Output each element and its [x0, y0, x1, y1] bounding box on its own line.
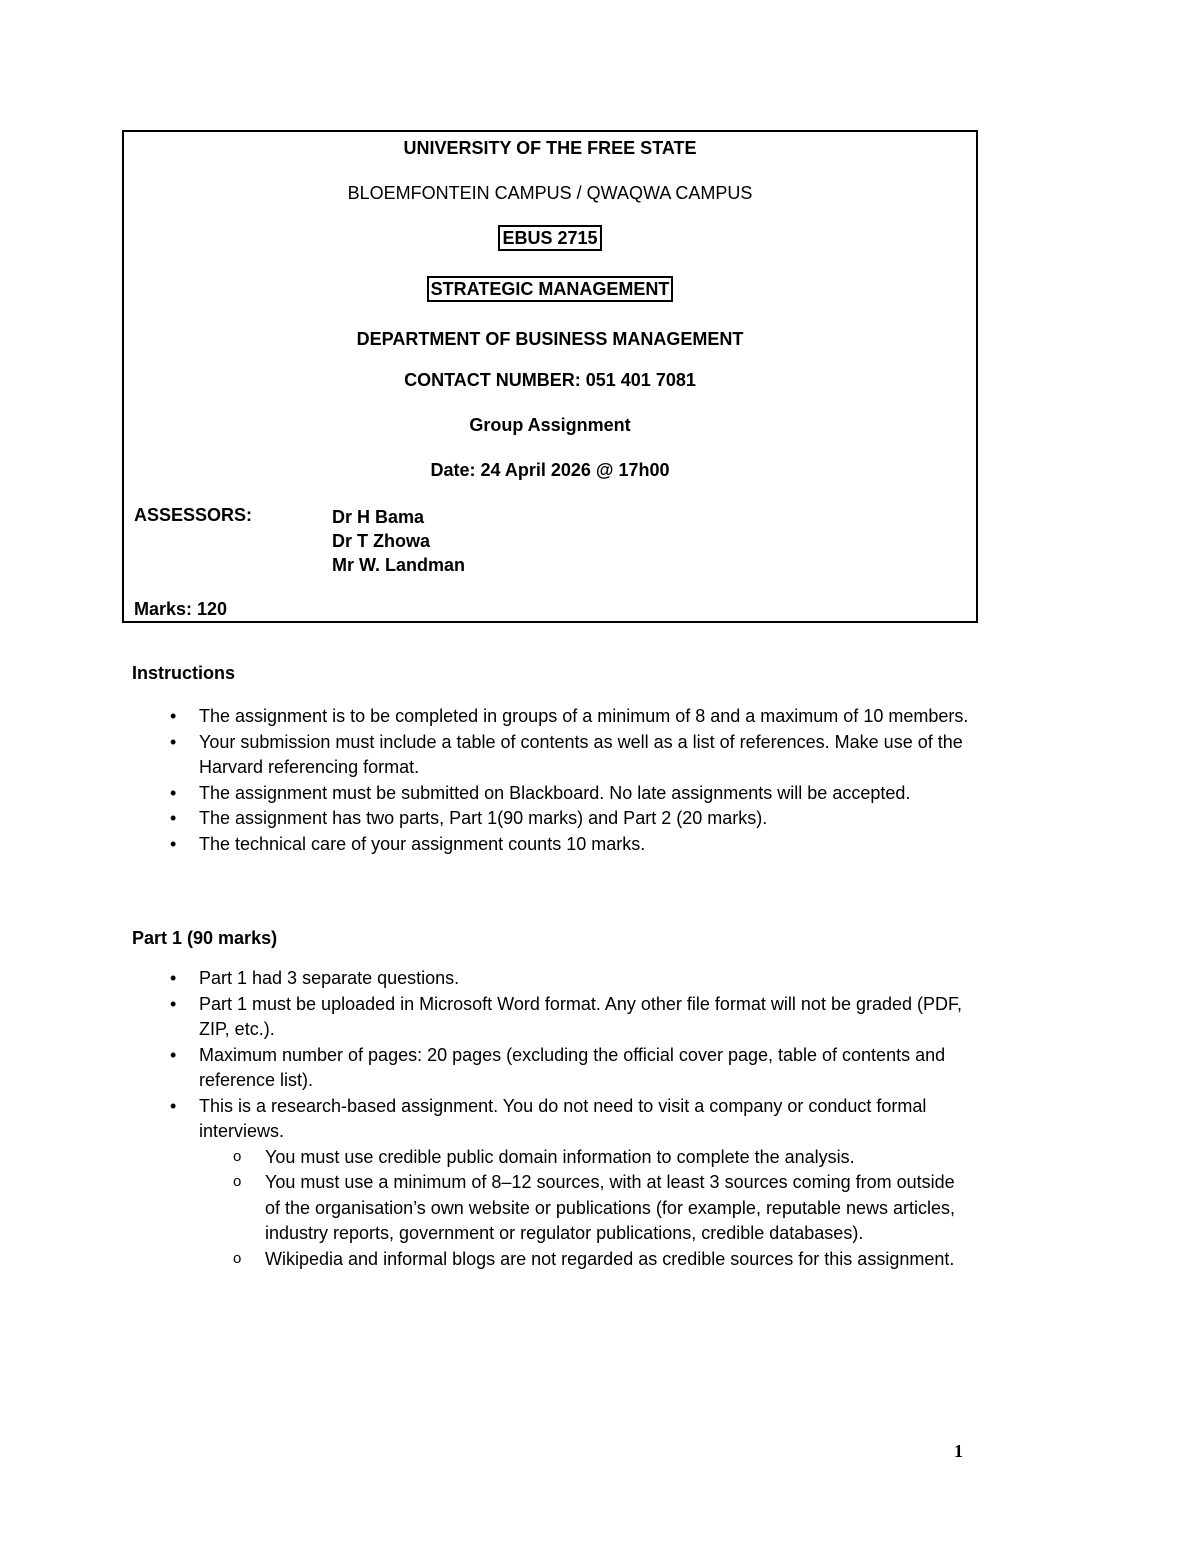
list-item: • The assignment is to be completed in groups of a minimum of 8 and a maximum of 10 members. [132, 704, 972, 730]
module-name-wrap [124, 276, 976, 302]
due-date: Date: 24 April 2026 @ 17h00 [430, 460, 670, 480]
list-item: • Maximum number of pages: 20 pages (excluding the official cover page, table of contents and reference list). [132, 1043, 972, 1094]
list-item: • The assignment must be submitted on Blackboard. No late assignments will be accepted. [132, 781, 972, 807]
assessors-label: ASSESSORS: [134, 505, 253, 525]
sub-list-item: o Wikipedia and informal blogs are not regarded as credible sources for this assignment. [132, 1247, 972, 1273]
list-item: • The technical care of your assignment counts 10 marks. [132, 832, 972, 858]
list-item: • The assignment has two parts, Part 1(90 marks) and Part 2 (20 marks). [132, 806, 972, 832]
sub-list-item: o You must use credible public domain information to complete the analysis. [132, 1145, 972, 1171]
total-marks: Marks: 120 [134, 599, 228, 619]
module-code: EBUS 2715 [498, 225, 601, 251]
university-name: UNIVERSITY OF THE FREE STATE [403, 138, 697, 158]
assessor-name: Mr W. Landman [332, 555, 466, 575]
list-item: • This is a research-based assignment. You do not need to visit a company or conduct formal interviews. [132, 1094, 972, 1145]
list-item: • Part 1 had 3 separate questions. [132, 966, 972, 992]
module-name: STRATEGIC MANAGEMENT [427, 276, 674, 302]
list-item: • Part 1 must be uploaded in Microsoft Word format. Any other file format will not be graded (PDF, ZIP, etc.). [132, 992, 972, 1043]
contact-number: CONTACT NUMBER: 051 401 7081 [404, 370, 696, 390]
module-code-wrap [124, 225, 976, 251]
instructions-list [132, 704, 972, 857]
list-item: • Your submission must include a table of contents as well as a list of references. Make use of the Harvard referencing format. [132, 730, 972, 781]
department: DEPARTMENT OF BUSINESS MANAGEMENT [356, 329, 744, 349]
page-number: 1 [954, 1441, 963, 1461]
part1-heading: Part 1 (90 marks) [132, 928, 278, 948]
campus-line: BLOEMFONTEIN CAMPUS / QWAQWA CAMPUS [347, 183, 753, 203]
assessor-name: Dr H Bama [332, 507, 425, 527]
assessors-list [332, 505, 465, 577]
part1-list [132, 966, 972, 1272]
cover-box [122, 130, 978, 623]
assessor-name: Dr T Zhowa [332, 531, 430, 551]
assignment-type: Group Assignment [469, 415, 631, 435]
sub-list-item: o You must use a minimum of 8–12 sources, with at least 3 sources coming from outside of the organisation’s own website or publications (for example, reputable news articles, industry reports, government or regulator publications, credible databases). [132, 1170, 972, 1247]
instructions-heading: Instructions [132, 663, 236, 683]
